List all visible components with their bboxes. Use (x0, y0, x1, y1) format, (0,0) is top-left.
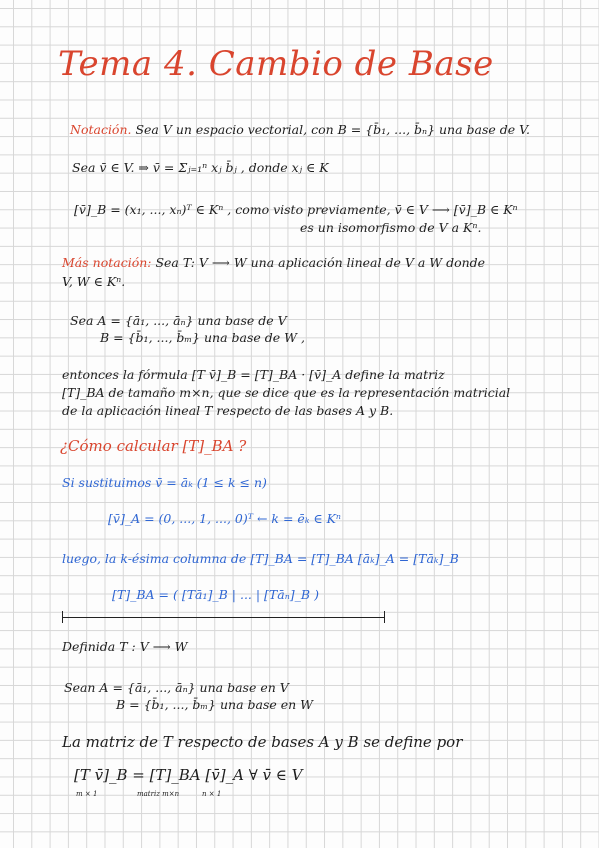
sean-b-line: B = {b̄₁, ..., b̄ₘ} una base en W (116, 697, 314, 712)
como-calcular-heading: ¿Cómo calcular [T]_BA ? (60, 437, 247, 455)
notacion-line: Notación. Sea V un espacio vectorial, con B = {b̄₁, ..., b̄ₙ} una base de V. (70, 122, 530, 137)
dimension-matriz-mxn: matriz m×n (137, 790, 180, 798)
notacion-iso-line: es un isomorfismo de V a Kⁿ. (300, 220, 482, 235)
formula-line-1: entonces la fórmula [T v̄]_B = [T]_BA · [v̄]_A define la matriz (62, 367, 445, 382)
separator-rule (62, 617, 384, 618)
separator-tick-right (384, 611, 385, 623)
notacion-sum-line: Sea v̄ ∈ V. ⇒ v̄ = Σⱼ₌₁ⁿ xⱼ b̄ⱼ , donde xⱼ ∈ K (72, 160, 329, 175)
sean-a-line: Sean A = {ā₁, ..., āₙ} una base en V (64, 680, 289, 695)
matriz-definicion-line: La matriz de T respecto de bases A y B se define por (62, 733, 463, 751)
mas-notacion-line-2: V, W ∈ Kⁿ. (62, 274, 126, 289)
columna-line: luego, la k-ésima columna de [T]_BA = [T]_BA [āₖ]_A = [Tāₖ]_B (62, 551, 459, 566)
base-b-line: B = {b̄₁, ..., b̄ₘ} una base de W , (100, 330, 305, 345)
vector-ek-line: [v̄]_A = (0, ..., 1, ..., 0)ᵀ ← k = ēₖ ∈ Kⁿ (108, 511, 341, 526)
ecuacion-final-line: [T v̄]_B = [T]_BA [v̄]_A ∀ v̄ ∈ V (74, 766, 303, 784)
sustituimos-line: Si sustituimos v̄ = āₖ (1 ≤ k ≤ n) (62, 475, 267, 490)
matriz-columnas-line: [T]_BA = ( [Tā₁]_B | ... | [Tāₙ]_B ) (112, 587, 319, 602)
mas-notacion-line: Más notación: Sea T: V ⟶ W una aplicación lineal de V a W donde (62, 255, 486, 270)
separator-tick-left (62, 611, 63, 623)
base-a-line: Sea A = {ā₁, ..., āₙ} una base de V (70, 313, 287, 328)
dimension-nx1: n × 1 (202, 790, 222, 798)
notacion-coords-line: [v̄]_B = (x₁, ..., xₙ)ᵀ ∈ Kⁿ , como visto previamente, v̄ ∈ V ⟶ [v̄]_B ∈ Kⁿ (74, 202, 518, 217)
page-title: Tema 4. Cambio de Base (58, 44, 494, 84)
formula-line-3: de la aplicación lineal T respecto de las bases A y B. (62, 403, 394, 418)
formula-line-2: [T]_BA de tamaño m×n, que se dice que es la representación matricial (62, 385, 511, 400)
definida-line: Definida T : V ⟶ W (62, 639, 188, 654)
dimension-mx1: m × 1 (76, 790, 98, 798)
